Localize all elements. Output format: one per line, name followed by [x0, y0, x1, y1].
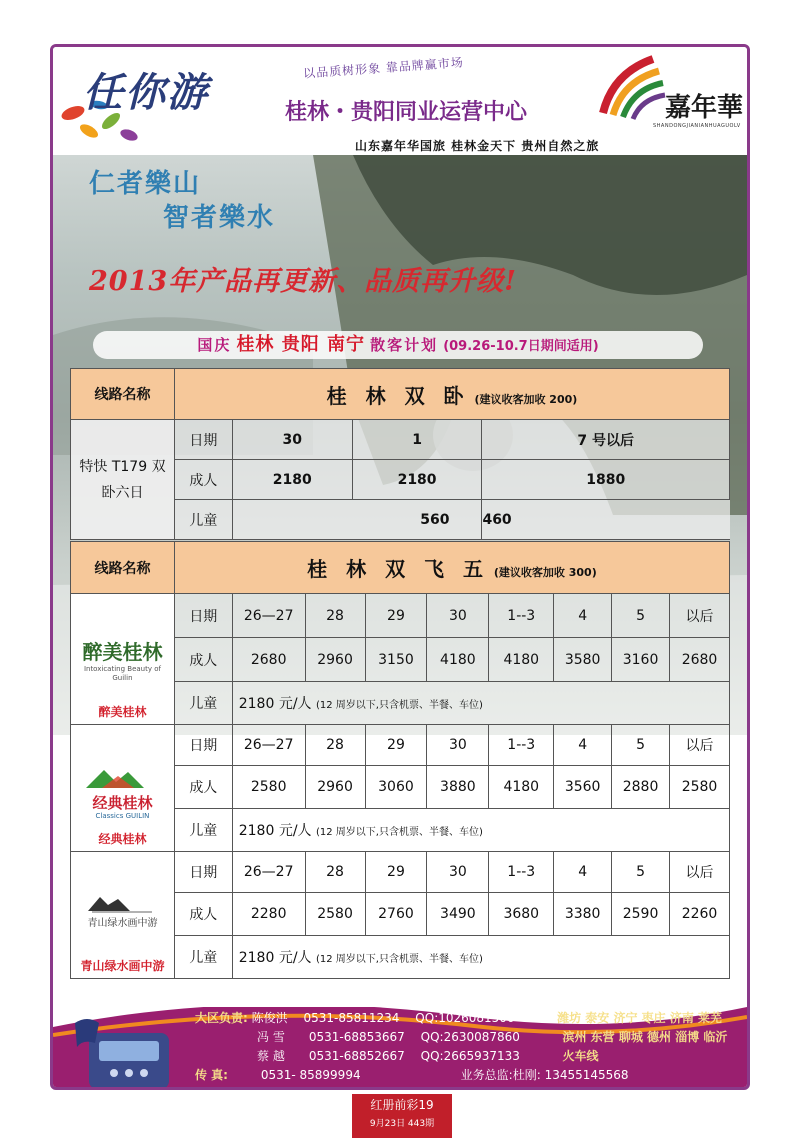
date-cell: 以后 — [670, 594, 730, 638]
adult-price: 3680 — [489, 893, 554, 936]
child-price: 2180 元/人 — [238, 950, 312, 966]
mountain-icon — [82, 766, 162, 790]
contact-name: 陈俊洪 — [251, 1011, 288, 1025]
brand-logo-icon — [593, 53, 673, 123]
brand-name: 嘉年華 — [665, 93, 744, 123]
contact-name: 冯 雪 — [257, 1030, 285, 1044]
date-cell: 1--3 — [489, 852, 554, 893]
adult-price: 2580 — [232, 766, 305, 809]
contact-area: 潍坊 泰安 济宁 枣庄 济南 莱芜 — [557, 1011, 723, 1025]
child-label: 儿童 — [174, 500, 232, 540]
plan-banner — [93, 331, 703, 359]
child-price: 460 — [482, 500, 730, 540]
route-name-cell — [174, 542, 729, 594]
child-price: 2180 元/人 — [238, 823, 312, 839]
adult-price: 2960 — [305, 638, 365, 682]
date-cell: 4 — [554, 725, 612, 766]
child-note: (12 周岁以下,只含机票、半餐、车位) — [315, 954, 483, 965]
adult-price: 2680 — [670, 638, 730, 682]
slogan: 以品质树形象 靠品牌赢市场 — [302, 55, 465, 81]
header — [53, 47, 747, 155]
contact-phone[interactable]: 0531-85811234 — [303, 1011, 400, 1025]
contact-label: 传 真: — [195, 1068, 228, 1082]
date-cell: 1--3 — [489, 594, 554, 638]
adult-price: 2590 — [612, 893, 670, 936]
child-price: 560 — [232, 500, 482, 540]
contact-phone[interactable]: 0531-68853667 — [308, 1030, 405, 1044]
product-logo-icon — [82, 893, 162, 951]
plan-cities: 桂林 贵阳 南宁 — [236, 334, 365, 355]
date-cell: 29 — [365, 725, 427, 766]
date-cell: 28 — [305, 852, 365, 893]
adult-price: 3880 — [427, 766, 489, 809]
date-cell: 28 — [305, 725, 365, 766]
route-name-cell — [174, 369, 729, 420]
poem-line-1: 仁者樂山 — [89, 169, 202, 199]
date-cell: 28 — [305, 594, 365, 638]
plan-suffix: 散客计划 — [370, 336, 439, 354]
product-brand-cell — [71, 725, 175, 852]
date-cell: 29 — [365, 594, 427, 638]
contact-row — [195, 1009, 727, 1028]
adult-price: 4180 — [489, 638, 554, 682]
date-cell: 4 — [554, 852, 612, 893]
product-name: 经典桂林 — [98, 832, 147, 846]
product-art-sub: Intoxicating Beauty of Guilin — [83, 665, 161, 682]
child-label: 儿童 — [174, 809, 232, 852]
contact-area: 火车线 — [562, 1049, 599, 1063]
product-art-title: 经典桂林 — [92, 794, 153, 812]
adult-price: 2580 — [670, 766, 730, 809]
product-art-sub: Classics GUILIN — [95, 812, 150, 820]
contact-qq: QQ:2630087860 — [420, 1030, 520, 1044]
adult-price: 3490 — [427, 893, 489, 936]
telephone-icon — [69, 1013, 179, 1090]
adult-price: 2180 — [232, 460, 352, 500]
logo-text: 任你游 — [83, 69, 209, 116]
plan-prefix: 国庆 — [197, 336, 232, 354]
adult-label: 成人 — [174, 638, 232, 682]
date-cell: 26—27 — [232, 725, 305, 766]
adult-price: 1880 — [482, 460, 730, 500]
product-art-title: 青山绿水画中游 — [87, 918, 158, 929]
page-label: 红册前彩19 — [370, 1098, 434, 1112]
route-label: 线路名称 — [71, 542, 175, 594]
date-cell: 4 — [554, 594, 612, 638]
contact-qq: QQ:2665937133 — [420, 1049, 520, 1063]
agencies: 山东嘉年华国旅 桂林金天下 贵州自然之旅 — [355, 139, 600, 153]
product-name: 醉美桂林 — [98, 705, 147, 719]
date-cell: 5 — [612, 594, 670, 638]
adult-label: 成人 — [174, 460, 232, 500]
adult-label: 成人 — [174, 893, 232, 936]
date-cell: 1--3 — [489, 725, 554, 766]
date-cell: 30 — [427, 725, 489, 766]
date-cell: 5 — [612, 725, 670, 766]
child-price: 2180 元/人 — [238, 696, 312, 712]
contact-row — [195, 1066, 727, 1085]
date-cell: 以后 — [670, 852, 730, 893]
date-cell: 30 — [427, 594, 489, 638]
route-name: 桂 林 双 卧 — [326, 383, 470, 408]
route-name: 桂 林 双 飞 五 — [307, 557, 490, 581]
adult-price: 2880 — [612, 766, 670, 809]
plan-period: (09.26-10.7日期间适用) — [443, 339, 599, 354]
contact-qq: 业务总监:杜刚: — [460, 1068, 541, 1082]
date-label: 日期 — [174, 594, 232, 638]
adult-price: 2280 — [232, 893, 305, 936]
adult-price: 2260 — [670, 893, 730, 936]
page-number-tab — [352, 1094, 452, 1138]
date-cell: 7 号以后 — [482, 420, 730, 460]
date-cell: 26—27 — [232, 852, 305, 893]
contact-area[interactable]: 13455145568 — [544, 1068, 629, 1082]
contact-phone[interactable]: 0531- 85899994 — [260, 1068, 361, 1082]
date-cell: 5 — [612, 852, 670, 893]
contact-qq: QQ:1026081500 — [415, 1011, 515, 1025]
product-brand-cell — [71, 852, 175, 979]
adult-price: 2760 — [365, 893, 427, 936]
contact-label: 大区负责: — [195, 1011, 248, 1025]
adult-price: 3380 — [554, 893, 612, 936]
date-cell: 26—27 — [232, 594, 305, 638]
contact-footer — [53, 1007, 747, 1090]
train-cell — [71, 420, 175, 540]
product-art-title: 醉美桂林 — [82, 640, 163, 664]
date-cell: 29 — [365, 852, 427, 893]
train-info: 特快 T179 双卧六日 — [79, 458, 166, 501]
date-cell: 30 — [427, 852, 489, 893]
price-table-sleeper — [70, 368, 730, 540]
date-label: 日期 — [174, 852, 232, 893]
date-label: 日期 — [174, 725, 232, 766]
adult-price: 2960 — [305, 766, 365, 809]
price-table-flight — [70, 541, 730, 979]
contact-phone[interactable]: 0531-68852667 — [308, 1049, 405, 1063]
adult-price: 3160 — [612, 638, 670, 682]
product-name: 青山绿水画中游 — [80, 959, 165, 973]
route-note: (建议收客加收 300) — [493, 566, 597, 579]
contact-row — [195, 1047, 727, 1066]
route-note: (建议收客加收 200) — [474, 392, 578, 406]
adult-price: 2680 — [232, 638, 305, 682]
adult-price: 2580 — [305, 893, 365, 936]
child-label: 儿童 — [174, 936, 232, 979]
child-note: (12 周岁以下,只含机票、半餐、车位) — [315, 827, 483, 838]
child-price-cell — [232, 682, 729, 725]
adult-label: 成人 — [174, 766, 232, 809]
poem-line-2: 智者樂水 — [163, 203, 276, 233]
adult-price: 4180 — [427, 638, 489, 682]
route-label: 线路名称 — [71, 369, 175, 420]
contact-area: 滨州 东营 聊城 德州 淄博 临沂 — [562, 1030, 728, 1044]
product-logo-icon — [82, 639, 162, 697]
date-cell: 30 — [232, 420, 352, 460]
child-price-cell — [232, 809, 729, 852]
center-title: 桂林・贵阳同业运营中心 — [285, 99, 528, 125]
product-logo-icon — [82, 766, 162, 824]
contact-row — [195, 1028, 727, 1047]
adult-price: 3580 — [554, 638, 612, 682]
child-note: (12 周岁以下,只含机票、半餐、车位) — [315, 700, 483, 711]
date-cell: 以后 — [670, 725, 730, 766]
brand-en: SHANDONGJIANIANHUAGUOLV — [653, 123, 741, 129]
product-brand-cell — [71, 594, 175, 725]
child-label: 儿童 — [174, 682, 232, 725]
adult-price: 2180 — [352, 460, 482, 500]
adult-price: 3560 — [554, 766, 612, 809]
adult-price: 3060 — [365, 766, 427, 809]
issue-label: 9月23日 443期 — [369, 1119, 435, 1129]
flyer-frame — [50, 44, 750, 1090]
date-label: 日期 — [174, 420, 232, 460]
ink-mountain-icon — [82, 893, 162, 913]
adult-price: 4180 — [489, 766, 554, 809]
child-price-cell — [232, 936, 729, 979]
contact-list — [195, 1009, 727, 1085]
contact-name: 蔡 越 — [257, 1049, 285, 1063]
promo-headline: 2013年产品再更新、品质再升级! — [89, 266, 517, 297]
adult-price: 3150 — [365, 638, 427, 682]
date-cell: 1 — [352, 420, 482, 460]
